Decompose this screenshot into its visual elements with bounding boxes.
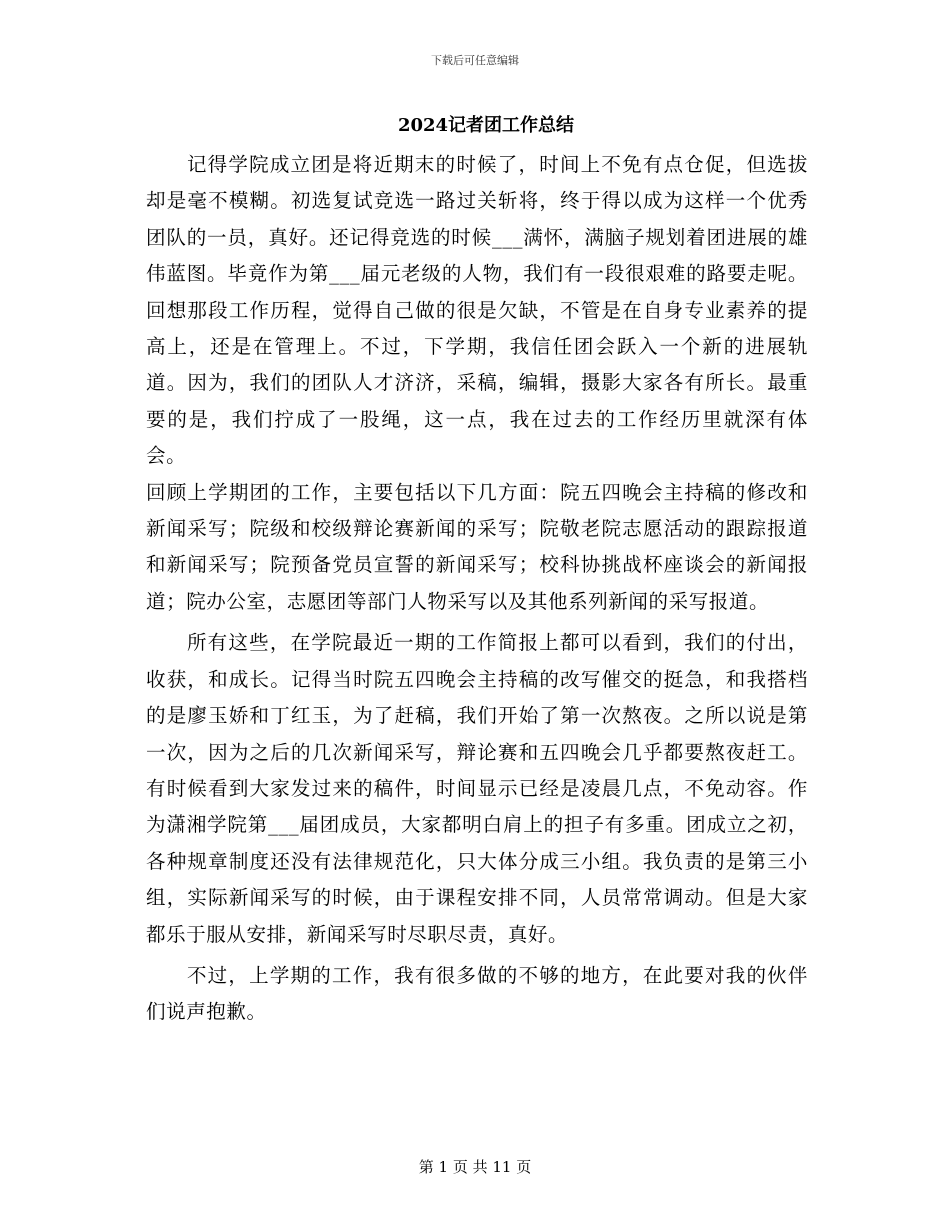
paragraph-1: 记得学院成立团是将近期末的时候了，时间上不免有点仓促，但选拔却是毫不模糊。初选复试竞选一路过关斩将，终于得以成为这样一个优秀团队的一员，真好。还记得竞选的时候___满怀，满脑子规划着团进展的雄伟蓝图。毕竟作为第___届元老级的人物，我们有一段很艰难的路要走呢。回想那段工作历程，觉得自己做的很是欠缺，不管是在自身专业素养的提高上，还是在管理上。不过，下学期，我信任团会跃入一个新的进展轨道。因为，我们的团队人才济济，采稿，编辑，摄影大家各有所长。最重要的是，我们拧成了一股绳，这一点，我在过去的工作经历里就深有体会。 (146, 153, 808, 468)
paragraph-2: 回顾上学期团的工作，主要包括以下几方面：院五四晚会主持稿的修改和新闻采写；院级和校级辩论赛新闻的采写；院敬老院志愿活动的跟踪报道和新闻采写；院预备党员宣誓的新闻采写；校科协挑战杯座谈会的新闻报道；院办公室，志愿团等部门人物采写以及其他系列新闻的采写报道。 (146, 480, 808, 613)
document-title: 2024记者团工作总结 (397, 115, 575, 136)
page-number: 第 1 页 共 11 页 (418, 1158, 532, 1176)
header-note: 下载后可任意编辑 (431, 54, 519, 67)
paragraph-4: 不过，上学期的工作，我有很多做的不够的地方，在此要对我的伙伴们说声抱歉。 (146, 963, 808, 1024)
paragraph-3: 所有这些，在学院最近一期的工作简报上都可以看到，我们的付出，收获，和成长。记得当时院五四晚会主持稿的改写催交的挺急，和我搭档的是廖玉娇和丁红玉，为了赶稿，我们开始了第一次熬夜。之所以说是第一次，因为之后的几次新闻采写，辩论赛和五四晚会几乎都要熬夜赶工。有时候看到大家发过来的稿件，时间显示已经是凌晨几点，不免动容。作为潇湘学院第___届团成员，大家都明白肩上的担子有多重。团成立之初，各种规章制度还没有法律规范化，只大体分成三小组。我负责的是第三小组，实际新闻采写的时候，由于课程安排不同，人员常常调动。但是大家都乐于服从安排，新闻采写时尽职尽责，真好。 (146, 631, 808, 946)
document-body (146, 147, 808, 1031)
